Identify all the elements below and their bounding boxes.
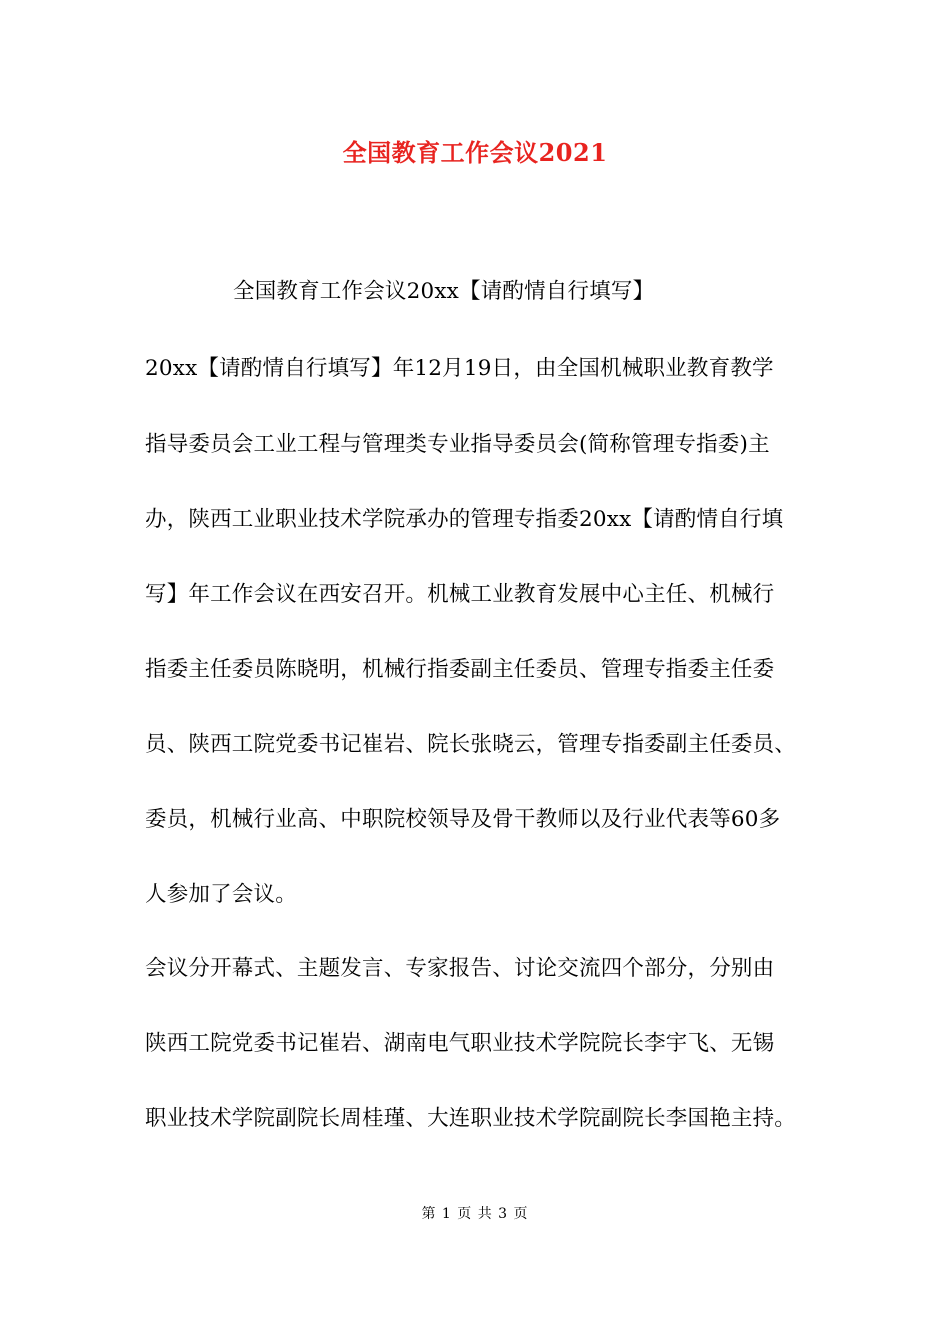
paragraph-line: 指导委员会工业工程与管理类专业指导委员会(简称管理专指委)主 bbox=[145, 432, 770, 457]
subtitle-line: 全国教育工作会议20xx【请酌情自行填写】 bbox=[233, 279, 655, 304]
paragraph-line: 职业技术学院副院长周桂瑾、大连职业技术学院副院长李国艳主持。 bbox=[145, 1106, 797, 1131]
paragraph-line: 指委主任委员陈晓明，机械行指委副主任委员、管理专指委主任委 bbox=[145, 657, 775, 682]
document-title: 全国教育工作会议2021 bbox=[342, 138, 608, 167]
paragraph-line: 写】年工作会议在西安召开。机械工业教育发展中心主任、机械行 bbox=[145, 582, 775, 607]
paragraph-line: 20xx【请酌情自行填写】年12月19日，由全国机械职业教育教学 bbox=[145, 356, 774, 381]
paragraph-line: 员、陕西工院党委书记崔岩、院长张晓云，管理专指委副主任委员、 bbox=[145, 732, 797, 757]
page-footer: 第 1 页 共 3 页 bbox=[421, 1206, 529, 1222]
paragraph-line: 人参加了会议。 bbox=[145, 882, 297, 907]
paragraph-line: 陕西工院党委书记崔岩、湖南电气职业技术学院院长李宇飞、无锡 bbox=[145, 1031, 775, 1056]
paragraph-line: 会议分开幕式、主题发言、专家报告、讨论交流四个部分，分别由 bbox=[145, 956, 775, 981]
paragraph-line: 委员，机械行业高、中职院校领导及骨干教师以及行业代表等60多 bbox=[145, 807, 781, 832]
paragraph-line: 办，陕西工业职业技术学院承办的管理专指委20xx【请酌情自行填 bbox=[145, 507, 784, 532]
